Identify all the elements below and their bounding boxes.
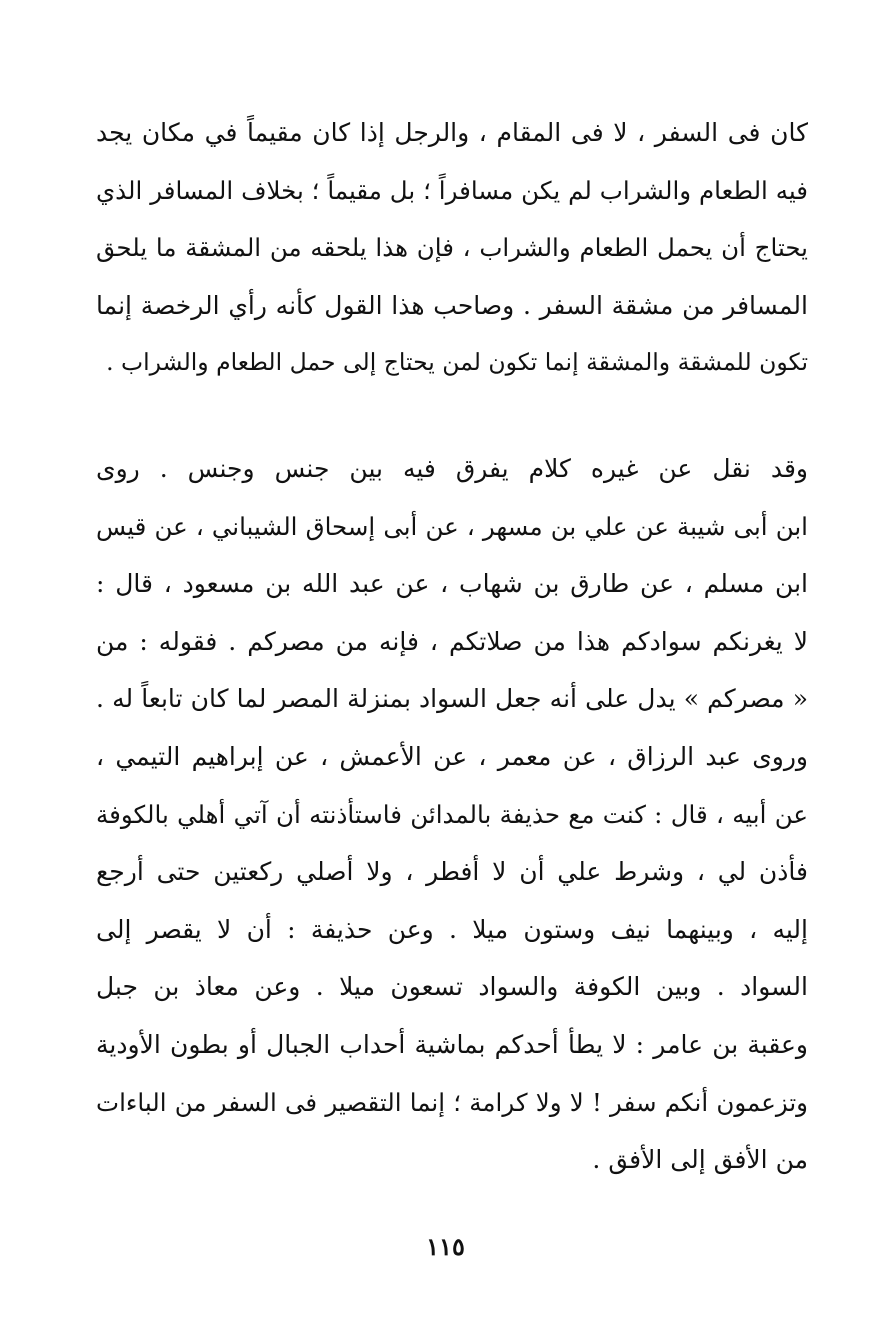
paragraph-1 — [96, 104, 808, 392]
text-line: وروى عبد الرزاق ، عن معمر ، عن الأعمش ، عن إبراهيم التيمي ، — [96, 741, 808, 771]
text-line: يحتاج أن يحمل الطعام والشراب ، فإن هذا يلحقه من المشقة ما يلحق — [96, 233, 808, 263]
text-line: وتزعمون أنكم سفر ! لا ولا كرامة ؛ إنما التقصير فى السفر من الباءات — [96, 1087, 808, 1117]
text-line: وقد نقل عن غيره كلام يفرق فيه بين جنس وجنس . روى — [96, 454, 808, 483]
text-line: المسافر من مشقة السفر . وصاحب هذا القول كأنه رأي الرخصة إنما — [96, 290, 808, 320]
page-number: ١١٥ — [426, 1232, 465, 1261]
text-line: فأذن لي ، وشرط علي أن لا أفطر ، ولا أصلي ركعتين حتى أرجع — [96, 857, 808, 887]
text-line: « مصركم » يدل على أنه جعل السواد بمنزلة المصر لما كان تابعاً له . — [96, 684, 808, 714]
text-line: تكون للمشقة والمشقة إنما تكون لمن يحتاج إلى حمل الطعام والشراب . — [106, 348, 808, 377]
text-line: ابن أبى شيبة عن علي بن مسهر ، عن أبى إسحاق الشيباني ، عن قيس — [96, 511, 808, 541]
text-line: كان فى السفر ، لا فى المقام ، والرجل إذا كان مقيماً في مكان يجد — [96, 118, 808, 147]
text-line: عن أبيه ، قال : كنت مع حذيفة بالمدائن فاستأذنته أن آتي أهلي بالكوفة — [96, 799, 808, 829]
text-line: من الأفق إلى الأفق . — [592, 1145, 808, 1175]
text-line: فيه الطعام والشراب لم يكن مسافراً ؛ بل مقيماً ؛ بخلاف المسافر الذي — [96, 175, 808, 205]
text-line: السواد . وبين الكوفة والسواد تسعون ميلا . وعن معاذ بن جبل — [96, 972, 808, 1002]
text-line: إليه ، وبينهما نيف وستون ميلا . وعن حذيفة : أن لا يقصر إلى — [96, 914, 808, 944]
text-line: لا يغرنكم سوادكم هذا من صلاتكم ، فإنه من مصركم . فقوله : من — [96, 626, 808, 656]
paragraph-2 — [96, 440, 808, 1189]
text-line: وعقبة بن عامر : لا يطأ أحدكم بماشية أحداب الجبال أو بطون الأودية — [96, 1029, 808, 1059]
text-line: ابن مسلم ، عن طارق بن شهاب ، عن عبد الله بن مسعود ، قال : — [96, 569, 808, 599]
